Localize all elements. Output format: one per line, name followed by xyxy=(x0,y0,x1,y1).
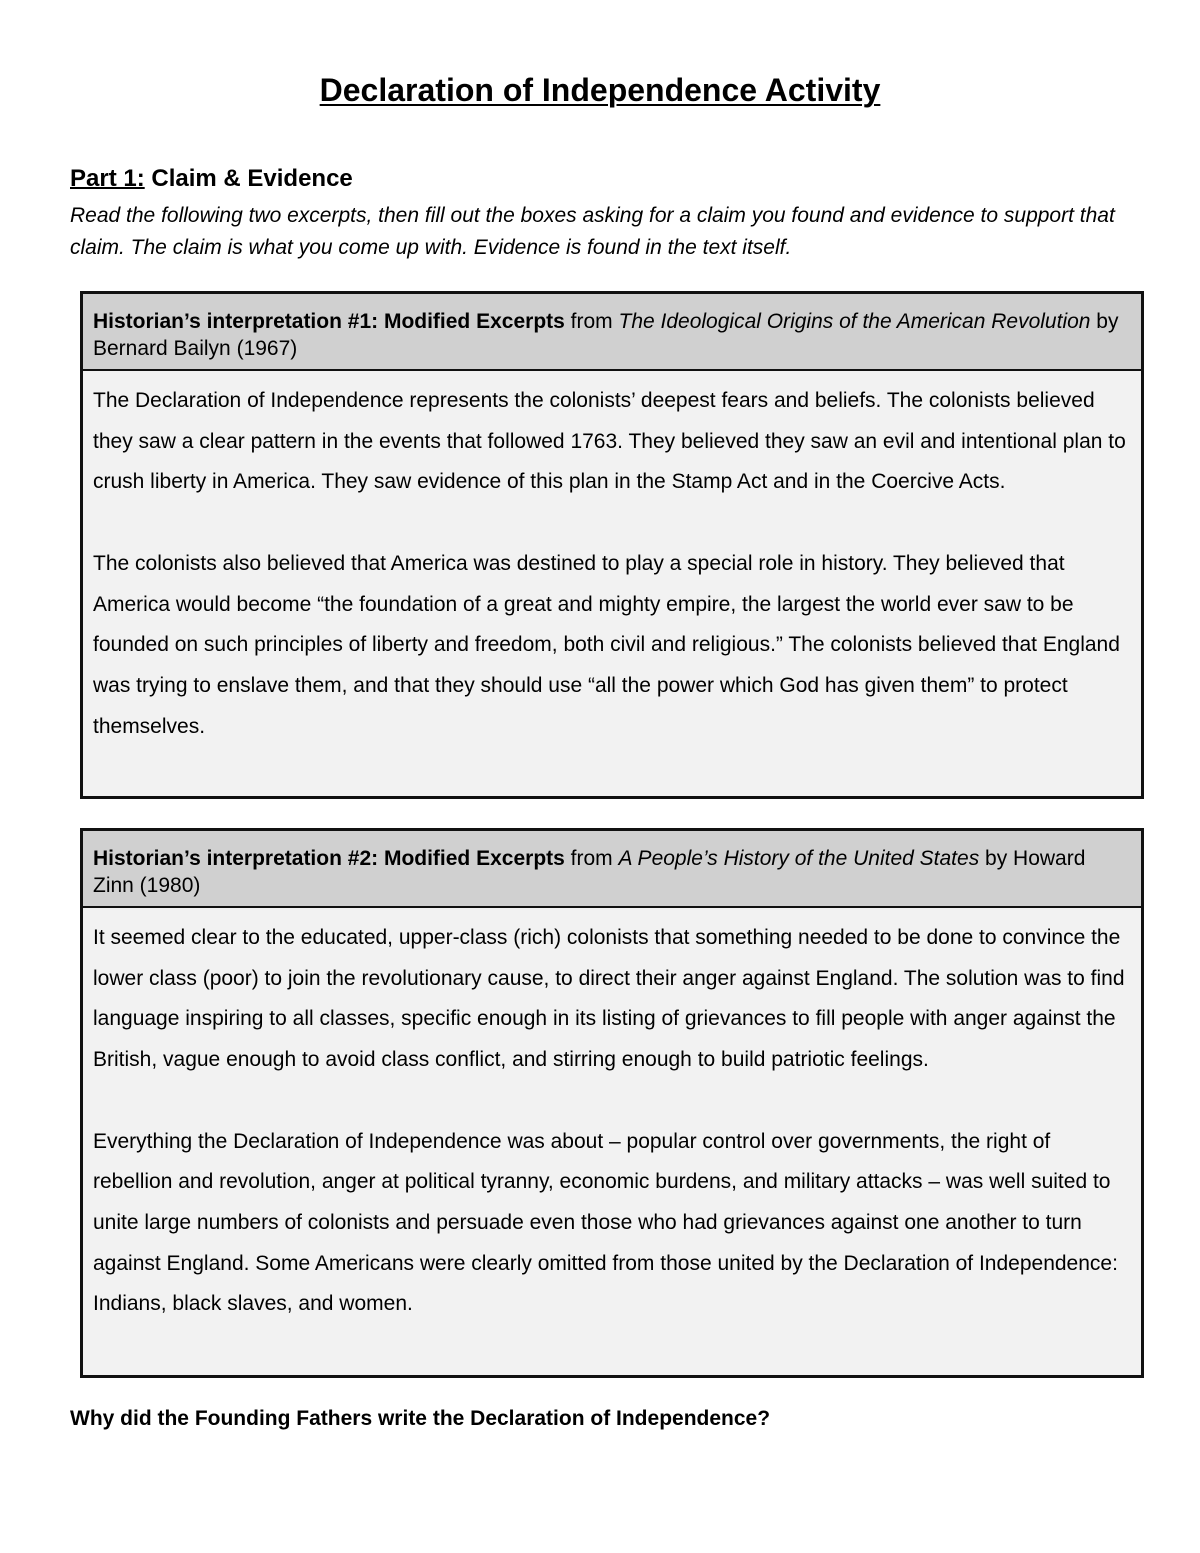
page-title: Declaration of Independence Activity xyxy=(319,72,881,108)
excerpt-1-label: Historian’s interpretation #1: Modified Excerpts xyxy=(93,310,565,333)
excerpt-1-from: from xyxy=(564,310,619,333)
excerpt-2-author: by Howard Zinn (1980) xyxy=(93,847,1086,897)
excerpt-2-label: Historian’s interpretation #2: Modified Excerpts xyxy=(93,847,565,870)
question-prompt: Why did the Founding Fathers write the Declaration of Independence? xyxy=(70,1407,771,1430)
excerpt-2-paragraph: Everything the Declaration of Independence was about – popular control over governments, the right of rebellion and revolution, anger at political tyranny, economic burdens, and military attacks – was well suited to unite large numbers of colonists and persuade even those who had grievances against one another to turn against England. Some Americans were clearly omitted from those united by the Declaration of Independence: Indians, black slaves, and women. xyxy=(93,1129,1118,1316)
part-1-label: Part 1: xyxy=(70,165,145,192)
excerpt-2-from: from xyxy=(564,847,619,870)
excerpt-2-book-title: A People’s History of the United States xyxy=(618,847,980,870)
excerpt-1-paragraph: The Declaration of Independence represents the colonists’ deepest fears and beliefs. The colonists believed they saw a clear pattern in the events that followed 1763. They believed they saw an evil and intentional plan to crush liberty in America. They saw evidence of this plan in the Stamp Act and in the Coercive Acts. xyxy=(93,389,1126,494)
excerpt-1-header xyxy=(83,294,1141,371)
excerpt-box-2 xyxy=(80,828,1144,1378)
excerpt-1-paragraph: The colonists also believed that America was destined to play a special role in history. They believed that America would become “the foundation of a great and mighty empire, the largest the world ever saw to be founded on such principles of liberty and freedom, both civil and religious.” The colonists believed that England was trying to enslave them, and that they should use “all the power which God has given them” to protect themselves. xyxy=(93,551,1120,738)
excerpt-1-book-title: The Ideological Origins of the American Revolution xyxy=(618,310,1091,333)
excerpt-1-author: by Bernard Bailyn (1967) xyxy=(93,310,1119,360)
part-1-instructions: Read the following two excerpts, then fill out the boxes asking for a claim you found and evidence to support that claim. The claim is what you come up with. Evidence is found in the text itself. xyxy=(70,204,1115,259)
part-1-title: Claim & Evidence xyxy=(144,165,353,192)
excerpt-box-1 xyxy=(80,291,1144,799)
excerpt-2-paragraph: It seemed clear to the educated, upper-class (rich) colonists that something needed to be done to convince the lower class (poor) to join the revolutionary cause, to direct their anger against England. The solution was to find language inspiring to all classes, specific enough in its listing of grievances to fill people with anger against the British, vague enough to avoid class conflict, and stirring enough to build patriotic feelings. xyxy=(93,926,1125,1072)
part-1-heading xyxy=(70,165,353,193)
excerpt-2-header xyxy=(83,831,1141,908)
excerpt-2-body xyxy=(83,908,1141,1325)
excerpt-1-body xyxy=(83,371,1141,747)
